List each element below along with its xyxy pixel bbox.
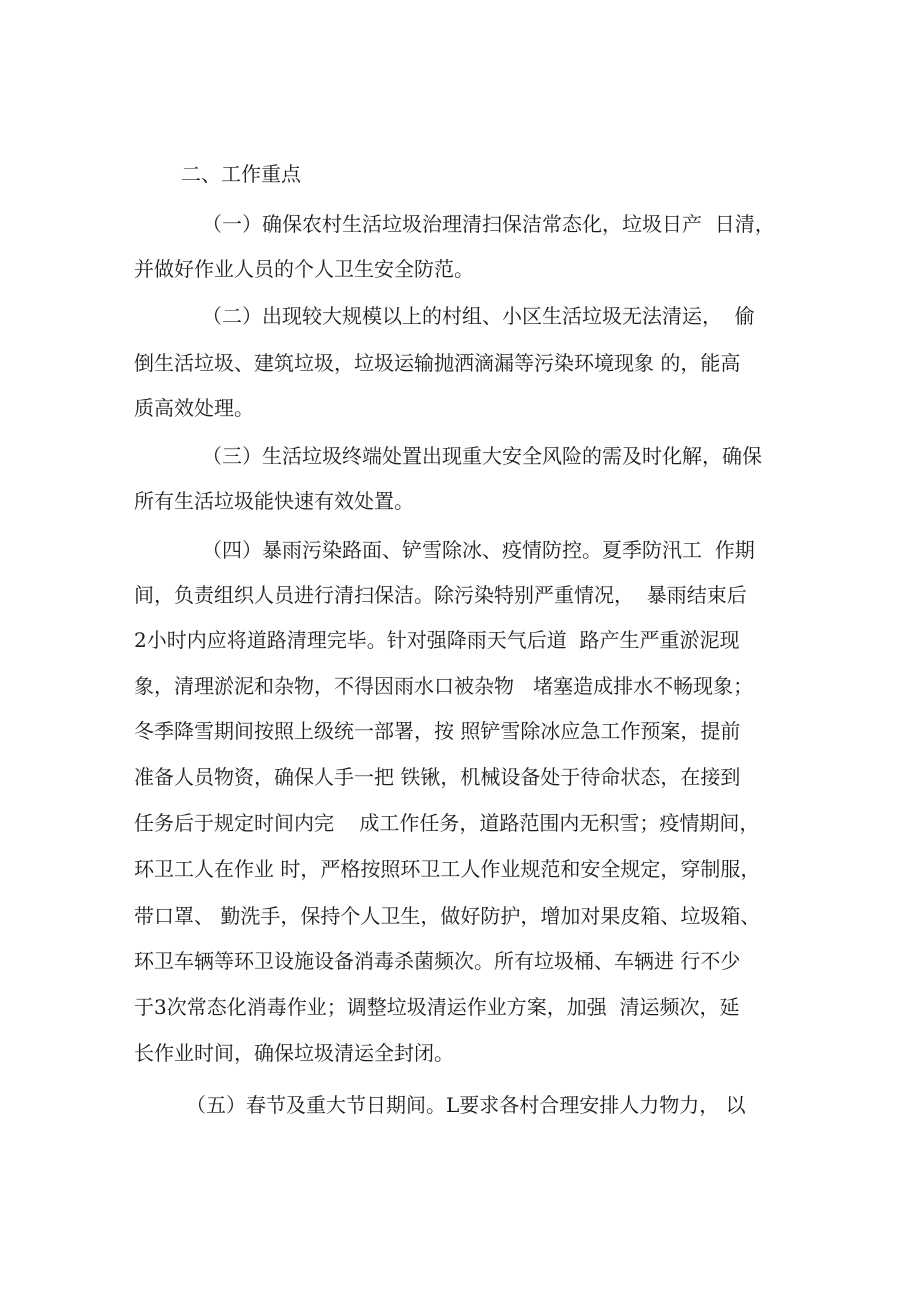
paragraph-line: （三）生活垃圾终端处置出现重大安全风险的需及时化解，确保 [202,444,762,468]
paragraph-line: 带口罩、 勤洗手，保持个人卫生，做好防护，增加对果皮箱、垃圾箱、 [134,904,761,928]
paragraph-line: （一）确保农村生活垃圾治理清扫保洁常态化，垃圾日产 日清， [202,212,775,236]
paragraph-line: 准备人员物资，确保人手一把 铁锹，机械设备处于待命状态，在接到 [134,765,741,789]
paragraph-line: 长作业时间，确保垃圾清运全封闭。 [134,1041,454,1065]
paragraph-line: 冬季降雪期间按照上级统一部署，按 照铲雪除冰应急工作预案，提前 [134,719,741,743]
paragraph-line: 环卫工人在作业 时，严格按照环卫工人作业规范和安全规定，穿制服， [134,857,761,881]
paragraph-line: 所有生活垃圾能快速有效处置。 [134,489,414,513]
paragraph-line: 倒生活垃圾、建筑垃圾，垃圾运输抛洒滴漏等污染环境现象 的，能高 [134,351,741,375]
paragraph-line: 任务后于规定时间内完 成工作任务，道路范围内无积雪；疫情期间， [134,811,760,835]
paragraph-line: 2小时内应将道路清理完毕。针对强降雨天气后道 路产生严重淤泥现 [134,628,740,652]
paragraph-line: 象，清理淤泥和杂物，不得因雨水口被杂物 堵塞造成排水不畅现象； [134,674,754,698]
paragraph-line: 间，负责组织人员进行清扫保洁。除污染特别严重情况， 暴雨结束后 [134,583,747,607]
paragraph-line: 质高效处理。 [134,396,254,420]
paragraph-line: （二）出现较大规模以上的村组、小区生活垃圾无法清运， 偷 [202,304,755,328]
paragraph-line: （四）暴雨污染路面、铲雪除冰、疫情防控。夏季防汛工 作期 [202,538,755,562]
section-heading: 二、工作重点 [181,162,301,186]
paragraph-line: 于3次常态化消毒作业；调整垃圾清运作业方案，加强 清运频次，延 [134,995,740,1019]
paragraph-line: （五）春节及重大节日期间。L要求各村合理安排人力物力， 以 [186,1093,746,1117]
paragraph-line: 并做好作业人员的个人卫生安全防范。 [134,257,474,281]
paragraph-line: 环卫车辆等环卫设施设备消毒杀菌频次。所有垃圾桶、车辆进 行不少 [134,949,741,973]
